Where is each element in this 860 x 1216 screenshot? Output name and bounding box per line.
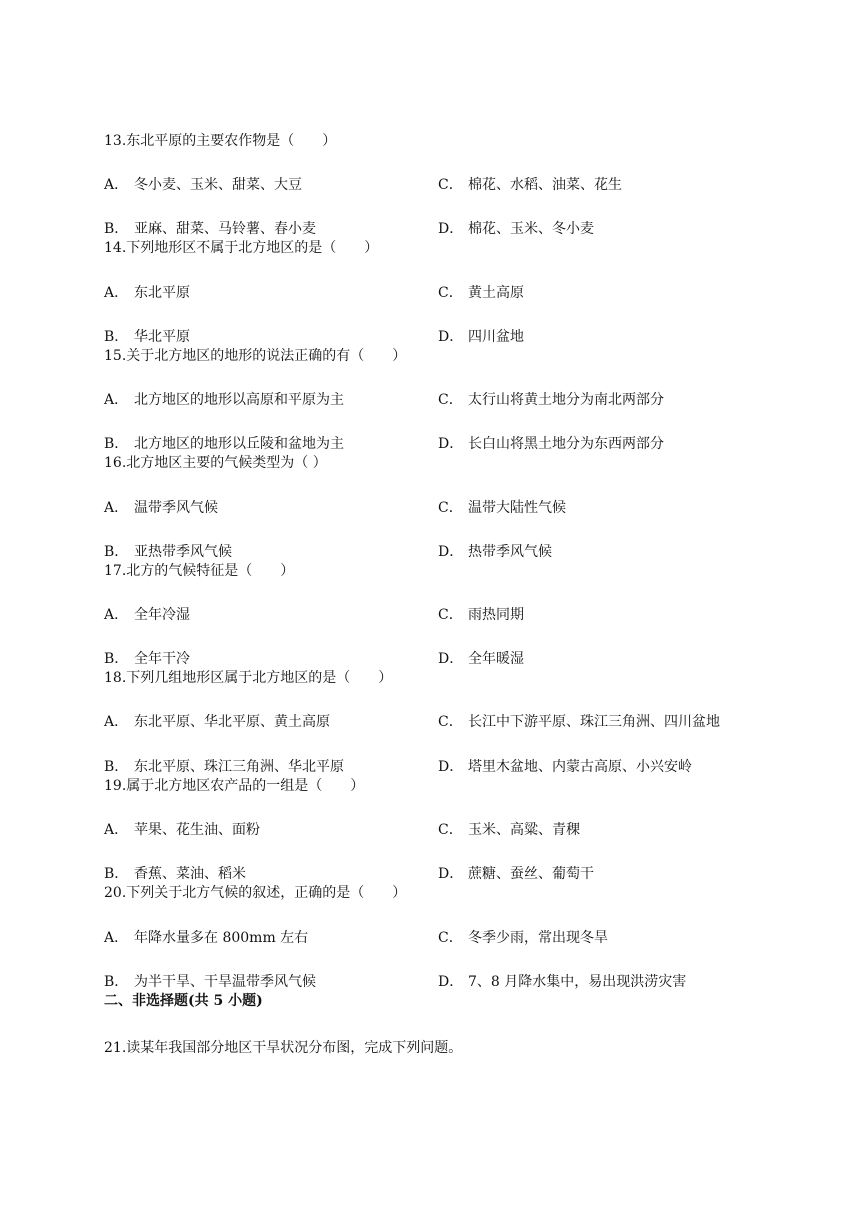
question-14-stem: 14.下列地形区不属于北方地区的是（ ） xyxy=(104,240,379,256)
question-17-option-d xyxy=(438,650,524,668)
option-letter: D． xyxy=(438,221,464,237)
option-letter: D． xyxy=(438,651,464,667)
option-text: 全年干冷 xyxy=(134,651,190,667)
option-text: 温带季风气候 xyxy=(134,500,218,516)
question-20-option-b xyxy=(104,973,316,991)
question-19-option-d xyxy=(438,865,594,883)
question-18-option-d xyxy=(438,758,692,776)
question-14-option-c xyxy=(438,284,524,302)
option-letter: A． xyxy=(104,177,129,193)
question-21-stem: 21.读某年我国部分地区干旱状况分布图，完成下列问题。 xyxy=(104,1040,463,1056)
question-16-option-b xyxy=(104,543,232,561)
option-letter: C． xyxy=(438,500,463,516)
question-15-option-a xyxy=(104,391,344,409)
question-18-option-c xyxy=(438,713,720,731)
option-letter: C． xyxy=(438,607,463,623)
option-text: 棉花、玉米、冬小麦 xyxy=(468,221,594,237)
option-letter: B． xyxy=(104,544,129,560)
option-letter: D． xyxy=(438,759,464,775)
option-text: 黄土高原 xyxy=(468,285,524,301)
option-text: 东北平原、华北平原、黄土高原 xyxy=(134,714,330,730)
option-text: 长白山将黑土地分为东西两部分 xyxy=(468,436,664,452)
option-letter: A． xyxy=(104,930,129,946)
question-14-option-d xyxy=(438,328,524,346)
question-18-option-b xyxy=(104,758,344,776)
question-18-stem: 18.下列几组地形区属于北方地区的是（ ） xyxy=(104,670,393,686)
option-letter: A． xyxy=(104,607,129,623)
question-16-stem: 16.北方地区主要的气候类型为（ ） xyxy=(104,455,327,471)
option-letter: C． xyxy=(438,822,463,838)
question-15-stem: 15.关于北方地区的地形的说法正确的有（ ） xyxy=(104,348,407,364)
option-text: 热带季风气候 xyxy=(468,544,552,560)
option-text: 7、8 月降水集中，易出现洪涝灾害 xyxy=(468,974,687,990)
option-letter: C． xyxy=(438,285,463,301)
question-13-option-d xyxy=(438,220,594,238)
question-20-stem: 20.下列关于北方气候的叙述，正确的是（ ） xyxy=(104,885,407,901)
option-letter: A． xyxy=(104,500,129,516)
question-15-option-d xyxy=(438,435,664,453)
option-letter: C． xyxy=(438,392,463,408)
question-14-option-a xyxy=(104,284,190,302)
option-letter: B． xyxy=(104,329,129,345)
option-text: 雨热同期 xyxy=(468,607,524,623)
question-19-stem: 19.属于北方地区农产品的一组是（ ） xyxy=(104,778,365,794)
question-13-option-b xyxy=(104,220,316,238)
option-letter: B． xyxy=(104,221,129,237)
option-text: 蔗糖、蚕丝、葡萄干 xyxy=(468,866,594,882)
option-letter: C． xyxy=(438,930,463,946)
option-text: 冬季少雨，常出现冬旱 xyxy=(468,930,608,946)
option-text: 香蕉、菜油、稻米 xyxy=(134,866,246,882)
option-text: 年降水量多在 800mm 左右 xyxy=(134,930,309,946)
option-text: 北方地区的地形以丘陵和盆地为主 xyxy=(134,436,344,452)
option-text: 华北平原 xyxy=(134,329,190,345)
option-letter: D． xyxy=(438,974,464,990)
option-text: 长江中下游平原、珠江三角洲、四川盆地 xyxy=(468,714,720,730)
option-text: 亚热带季风气候 xyxy=(134,544,232,560)
question-19-option-b xyxy=(104,865,246,883)
option-text: 塔里木盆地、内蒙古高原、小兴安岭 xyxy=(468,759,692,775)
option-letter: B． xyxy=(104,974,129,990)
question-13-stem: 13.东北平原的主要农作物是（ ） xyxy=(104,133,337,149)
question-19-option-c xyxy=(438,821,580,839)
option-letter: A． xyxy=(104,285,129,301)
question-17-option-b xyxy=(104,650,190,668)
option-text: 北方地区的地形以高原和平原为主 xyxy=(134,392,344,408)
question-16-option-a xyxy=(104,499,218,517)
option-text: 苹果、花生油、面粉 xyxy=(134,822,260,838)
option-text: 四川盆地 xyxy=(468,329,524,345)
option-letter: C． xyxy=(438,177,463,193)
option-letter: B． xyxy=(104,436,129,452)
option-text: 东北平原 xyxy=(134,285,190,301)
option-text: 亚麻、甜菜、马铃薯、春小麦 xyxy=(134,221,316,237)
question-20-option-d xyxy=(438,973,686,991)
question-14-option-b xyxy=(104,328,190,346)
question-18-option-a xyxy=(104,713,330,731)
option-letter: B． xyxy=(104,759,129,775)
question-13-option-c xyxy=(438,176,622,194)
question-17-stem: 17.北方的气候特征是（ ） xyxy=(104,563,295,579)
question-19-option-a xyxy=(104,821,260,839)
option-letter: D． xyxy=(438,544,464,560)
question-17-option-a xyxy=(104,606,190,624)
option-text: 东北平原、珠江三角洲、华北平原 xyxy=(134,759,344,775)
option-letter: D． xyxy=(438,436,464,452)
question-16-option-d xyxy=(438,543,552,561)
option-letter: B． xyxy=(104,651,129,667)
option-text: 温带大陆性气候 xyxy=(468,500,566,516)
option-text: 玉米、高粱、青稞 xyxy=(468,822,580,838)
option-letter: B． xyxy=(104,866,129,882)
section-heading: 二、非选择题(共 5 小题) xyxy=(104,993,263,1009)
option-letter: C． xyxy=(438,714,463,730)
option-text: 为半干旱、干旱温带季风气候 xyxy=(134,974,316,990)
option-text: 冬小麦、玉米、甜菜、大豆 xyxy=(134,177,302,193)
option-letter: A． xyxy=(104,714,129,730)
question-15-option-c xyxy=(438,391,664,409)
option-letter: A． xyxy=(104,822,129,838)
option-text: 太行山将黄土地分为南北两部分 xyxy=(468,392,664,408)
question-17-option-c xyxy=(438,606,524,624)
option-letter: D． xyxy=(438,866,464,882)
question-20-option-a xyxy=(104,929,308,947)
question-20-option-c xyxy=(438,929,608,947)
question-16-option-c xyxy=(438,499,566,517)
option-text: 棉花、水稻、油菜、花生 xyxy=(468,177,622,193)
option-letter: A． xyxy=(104,392,129,408)
option-text: 全年冷湿 xyxy=(134,607,190,623)
question-15-option-b xyxy=(104,435,344,453)
option-letter: D． xyxy=(438,329,464,345)
option-text: 全年暖湿 xyxy=(468,651,524,667)
question-13-option-a xyxy=(104,176,302,194)
